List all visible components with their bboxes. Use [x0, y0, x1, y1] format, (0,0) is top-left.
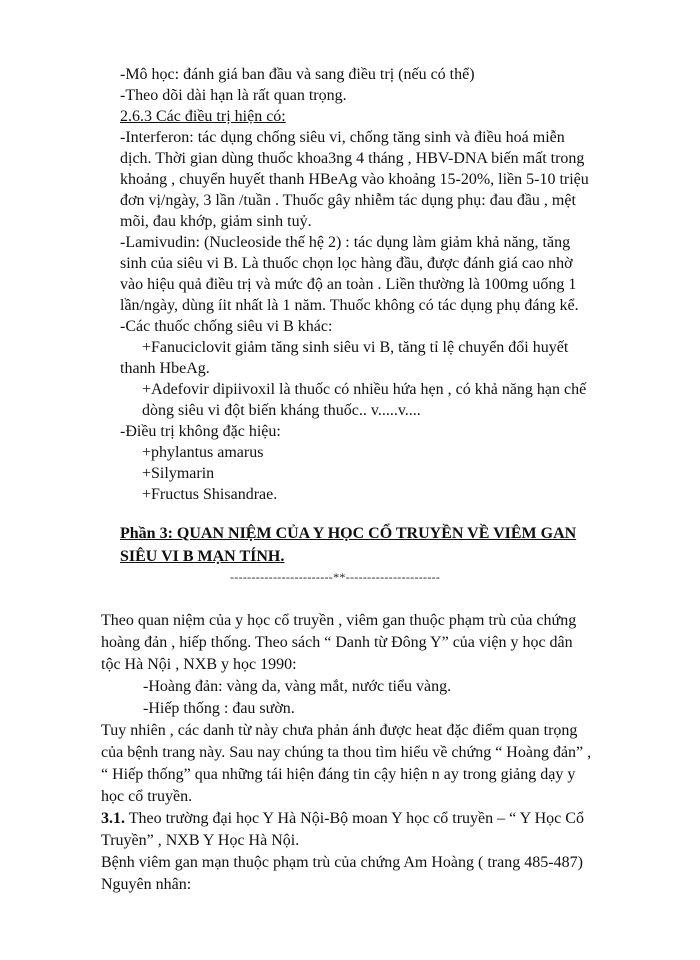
text-line: +Fructus Shisandrae. [142, 486, 278, 503]
text-line: hoàng đản , hiếp thống. Theo sách “ Danh từ Đông Y” của viện y học dân [101, 634, 573, 651]
text-line: đơn vị/ngày, 3 lần /tuần . Thuốc gây nhiễm tác dụng phụ: đau đầu , mệt [120, 192, 576, 209]
text-line: +Adefovir dipiivoxil là thuốc có nhiều hứa hẹn , có khả năng hạn chế [142, 381, 587, 398]
text-line: -Điều trị không đặc hiệu: [120, 423, 281, 440]
text-line: của bệnh trang này. Sau nay chúng ta thou tìm hiểu về chứng “ Hoàng đản” , [101, 744, 592, 761]
text-line: -Các thuốc chống siêu vi B khác: [120, 318, 333, 335]
text-line: -Mô học: đánh giá ban đầu và sang điều trị (nếu có thể) [120, 66, 475, 83]
text-line: thanh HbeAg. [120, 360, 210, 377]
text-line: -Hoàng đản: vàng da, vàng mắt, nước tiểu vàng. [143, 678, 452, 695]
section-title: Theo trường đại học Y Hà Nội-Bộ moan Y học cổ truyền – “ Y Học Cổ [125, 810, 584, 827]
text-line: -Theo dõi dài hạn là rất quan trọng. [120, 87, 347, 104]
text-line: lần/ngày, dùng íit nhất là 1 năm. Thuốc không có tác dụng phụ đáng kể. [120, 297, 579, 314]
text-line: dòng siêu vi đột biến kháng thuốc.. v.....v.... [142, 402, 421, 419]
section-number: 3.1. [101, 810, 125, 827]
text-line: Theo quan niệm của y học cổ truyền , viêm gan thuộc phạm trù của chứng [101, 612, 577, 629]
text-line: Bệnh viêm gan mạn thuộc phạm trù của chứng Am Hoàng ( trang 485-487) [101, 854, 583, 871]
text-line: dịch. Thời gian dùng thuốc khoa3ng 4 tháng , HBV-DNA biến mất trong [120, 150, 585, 167]
treatment-section [120, 64, 589, 505]
text-line: -Hiếp thống : đau sườn. [143, 700, 295, 717]
text-line: tộc Hà Nội , NXB y học 1990: [101, 656, 297, 673]
text-line: +phylantus amarus [142, 444, 264, 461]
traditional-medicine-section [101, 610, 591, 896]
text-line: vào hiệu quả điều trị và mức độ an toàn . Liền thường là 100mg uống 1 [120, 276, 577, 293]
separator: ------------------------**---------------------- [230, 570, 441, 584]
part3-heading [120, 522, 576, 568]
text-line: -Interferon: tác dụng chống siêu vi, chống tăng sinh và điều hoá miễn [120, 129, 565, 146]
text-line: Truyền” , NXB Y Học Hà Nội. [101, 832, 300, 849]
text-line: sinh của siêu vi B. Là thuốc chọn lọc hàng đầu, được đánh giá cao nhờ [120, 255, 573, 272]
text-line: -Lamivudin: (Nucleoside thế hệ 2) : tác dụng làm giảm khả năng, tăng [120, 234, 571, 251]
heading-line: SIÊU VI B MẠN TÍNH. [120, 548, 285, 565]
heading-line: Phần 3: QUAN NIỆM CỦA Y HỌC CỔ TRUYỀN VỀ VIÊM GAN [120, 525, 577, 542]
text-line: khoảng , chuyển huyết thanh HBeAg vào khoảng 15-20%, liền 5-10 triệu [120, 171, 589, 188]
text-line: “ Hiếp thống” qua những tái hiện đáng tin cậy hiện n ay trong giảng dạy y [101, 766, 576, 783]
text-line: Tuy nhiên , các danh từ này chưa phản ánh được heat đặc điểm quan trọng [101, 722, 578, 739]
text-line: mõi, đau khớp, giảm sinh tuỷ. [120, 213, 312, 230]
text-line: +Silymarin [142, 465, 215, 482]
section-3-1-line [101, 808, 591, 830]
text-line: Nguyên nhân: [101, 876, 192, 893]
subsection-heading: 2.6.3 Các điều trị hiện có: [120, 108, 286, 125]
text-line: học cổ truyền. [101, 788, 193, 805]
text-line: +Fanuciclovit giảm tăng sinh siêu vi B, tăng tỉ lệ chuyển đổi huyết [142, 339, 569, 356]
